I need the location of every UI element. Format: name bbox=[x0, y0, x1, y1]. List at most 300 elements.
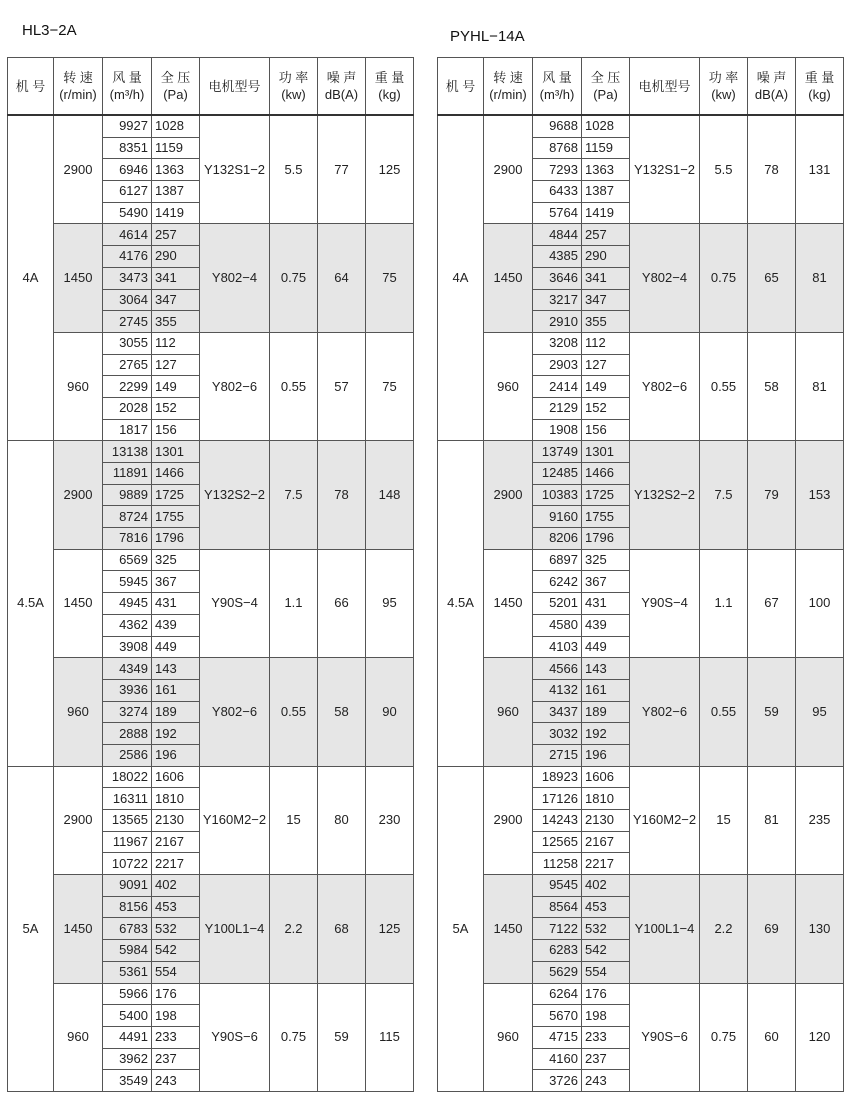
speed-cell: 960 bbox=[484, 983, 533, 1091]
pressure-cell: 1796 bbox=[582, 528, 630, 550]
pressure-cell: 431 bbox=[152, 593, 200, 615]
header-flow bbox=[103, 58, 152, 116]
flow-cell: 2745 bbox=[103, 311, 152, 333]
header-weight-line: 重 量 bbox=[374, 70, 405, 85]
pressure-cell: 1606 bbox=[152, 766, 200, 788]
header-power-line: (kw) bbox=[711, 87, 736, 102]
flow-cell: 3208 bbox=[533, 332, 582, 354]
pressure-cell: 1363 bbox=[152, 159, 200, 181]
pressure-cell: 402 bbox=[582, 875, 630, 897]
flow-cell: 2715 bbox=[533, 744, 582, 766]
noise-cell: 81 bbox=[748, 766, 796, 874]
flow-cell: 18022 bbox=[103, 766, 152, 788]
speed-cell: 2900 bbox=[484, 766, 533, 874]
pressure-cell: 1363 bbox=[582, 159, 630, 181]
weight-cell: 148 bbox=[366, 441, 414, 549]
flow-cell: 7122 bbox=[533, 918, 582, 940]
flow-cell: 17126 bbox=[533, 788, 582, 810]
weight-cell: 95 bbox=[796, 658, 844, 766]
flow-cell: 2129 bbox=[533, 397, 582, 419]
pressure-cell: 2130 bbox=[152, 810, 200, 832]
flow-cell: 5945 bbox=[103, 571, 152, 593]
flow-cell: 6946 bbox=[103, 159, 152, 181]
machine-no-cell: 4.5A bbox=[8, 441, 54, 766]
speed-cell: 960 bbox=[484, 332, 533, 440]
flow-cell: 4580 bbox=[533, 614, 582, 636]
pressure-cell: 554 bbox=[152, 961, 200, 983]
motor-model-cell: Y802−6 bbox=[630, 658, 700, 766]
power-cell: 2.2 bbox=[700, 875, 748, 983]
pressure-cell: 1796 bbox=[152, 528, 200, 550]
pressure-cell: 1028 bbox=[152, 115, 200, 137]
flow-cell: 2586 bbox=[103, 744, 152, 766]
pressure-cell: 347 bbox=[152, 289, 200, 311]
motor-model-cell: Y160M2−2 bbox=[630, 766, 700, 874]
power-cell: 7.5 bbox=[700, 441, 748, 549]
motor-model-cell: Y90S−6 bbox=[200, 983, 270, 1091]
speed-cell: 960 bbox=[54, 983, 103, 1091]
flow-cell: 7816 bbox=[103, 528, 152, 550]
header-row bbox=[8, 58, 414, 116]
pressure-cell: 402 bbox=[152, 875, 200, 897]
motor-model-cell: Y802−6 bbox=[200, 332, 270, 440]
pressure-cell: 1466 bbox=[582, 463, 630, 485]
flow-cell: 6127 bbox=[103, 181, 152, 203]
pressure-cell: 453 bbox=[152, 896, 200, 918]
speed-cell: 1450 bbox=[484, 549, 533, 657]
weight-cell: 90 bbox=[366, 658, 414, 766]
noise-cell: 66 bbox=[318, 549, 366, 657]
weight-cell: 125 bbox=[366, 875, 414, 983]
flow-cell: 6283 bbox=[533, 940, 582, 962]
pressure-cell: 325 bbox=[152, 549, 200, 571]
flow-cell: 8156 bbox=[103, 896, 152, 918]
header-machine-no-line: 机 号 bbox=[445, 78, 476, 94]
header-noise-line: dB(A) bbox=[754, 87, 789, 102]
header-flow-line: 风 量 bbox=[112, 70, 142, 85]
flow-cell: 6897 bbox=[533, 549, 582, 571]
flow-cell: 11258 bbox=[533, 853, 582, 875]
pressure-cell: 1159 bbox=[582, 137, 630, 159]
flow-cell: 9160 bbox=[533, 506, 582, 528]
noise-cell: 58 bbox=[748, 332, 796, 440]
model-title-hl3-2a: HL3−2A bbox=[22, 22, 77, 39]
motor-model-cell: Y90S−6 bbox=[630, 983, 700, 1091]
flow-cell: 2414 bbox=[533, 376, 582, 398]
speed-cell: 960 bbox=[54, 658, 103, 766]
motor-model-cell: Y90S−4 bbox=[200, 549, 270, 657]
flow-cell: 8564 bbox=[533, 896, 582, 918]
header-flow-line: 风 量 bbox=[542, 70, 572, 85]
flow-cell: 2299 bbox=[103, 376, 152, 398]
pressure-cell: 2217 bbox=[152, 853, 200, 875]
header-flow-line: (m³/h) bbox=[109, 87, 145, 102]
pressure-cell: 290 bbox=[152, 246, 200, 268]
flow-cell: 13138 bbox=[103, 441, 152, 463]
flow-cell: 9927 bbox=[103, 115, 152, 137]
flow-cell: 11967 bbox=[103, 831, 152, 853]
flow-cell: 5670 bbox=[533, 1005, 582, 1027]
flow-cell: 4566 bbox=[533, 658, 582, 680]
header-power-line: (kw) bbox=[281, 87, 306, 102]
speed-cell: 960 bbox=[54, 332, 103, 440]
pressure-cell: 1301 bbox=[152, 441, 200, 463]
flow-cell: 4715 bbox=[533, 1026, 582, 1048]
flow-cell: 9091 bbox=[103, 875, 152, 897]
motor-model-cell: Y100L1−4 bbox=[200, 875, 270, 983]
noise-cell: 59 bbox=[748, 658, 796, 766]
pressure-cell: 127 bbox=[582, 354, 630, 376]
pressure-cell: 257 bbox=[152, 224, 200, 246]
pressure-cell: 1028 bbox=[582, 115, 630, 137]
flow-cell: 10722 bbox=[103, 853, 152, 875]
weight-cell: 153 bbox=[796, 441, 844, 549]
power-cell: 15 bbox=[700, 766, 748, 874]
header-motor-model-line: 电机型号 bbox=[208, 78, 261, 94]
pressure-cell: 1159 bbox=[152, 137, 200, 159]
power-cell: 0.55 bbox=[270, 658, 318, 766]
power-cell: 1.1 bbox=[270, 549, 318, 657]
pressure-cell: 156 bbox=[582, 419, 630, 441]
pressure-cell: 367 bbox=[582, 571, 630, 593]
pressure-cell: 355 bbox=[152, 311, 200, 333]
weight-cell: 75 bbox=[366, 332, 414, 440]
flow-cell: 4385 bbox=[533, 246, 582, 268]
flow-cell: 8351 bbox=[103, 137, 152, 159]
pressure-cell: 542 bbox=[582, 940, 630, 962]
weight-cell: 131 bbox=[796, 115, 844, 224]
weight-cell: 81 bbox=[796, 332, 844, 440]
flow-cell: 3274 bbox=[103, 701, 152, 723]
pressure-cell: 532 bbox=[152, 918, 200, 940]
pressure-cell: 449 bbox=[582, 636, 630, 658]
flow-cell: 12485 bbox=[533, 463, 582, 485]
pressure-cell: 449 bbox=[152, 636, 200, 658]
table-row bbox=[438, 983, 844, 1005]
noise-cell: 78 bbox=[748, 115, 796, 224]
power-cell: 5.5 bbox=[270, 115, 318, 224]
pressure-cell: 1419 bbox=[152, 202, 200, 224]
flow-cell: 4614 bbox=[103, 224, 152, 246]
pressure-cell: 176 bbox=[582, 983, 630, 1005]
pressure-cell: 1387 bbox=[582, 181, 630, 203]
noise-cell: 77 bbox=[318, 115, 366, 224]
table-row bbox=[438, 766, 844, 788]
pressure-cell: 1810 bbox=[582, 788, 630, 810]
spec-table-pyhl-14a bbox=[437, 57, 844, 1092]
pressure-cell: 152 bbox=[582, 397, 630, 419]
table-row bbox=[8, 224, 414, 246]
pressure-cell: 439 bbox=[582, 614, 630, 636]
pressure-cell: 149 bbox=[152, 376, 200, 398]
flow-cell: 3437 bbox=[533, 701, 582, 723]
motor-model-cell: Y132S2−2 bbox=[630, 441, 700, 549]
header-motor-model bbox=[630, 58, 700, 116]
flow-cell: 2910 bbox=[533, 311, 582, 333]
header-pressure-line: 全 压 bbox=[160, 70, 191, 85]
flow-cell: 6264 bbox=[533, 983, 582, 1005]
header-speed bbox=[484, 58, 533, 116]
pressure-cell: 290 bbox=[582, 246, 630, 268]
power-cell: 0.55 bbox=[270, 332, 318, 440]
speed-cell: 1450 bbox=[54, 549, 103, 657]
spec-table-hl3-2a bbox=[7, 57, 414, 1092]
power-cell: 1.1 bbox=[700, 549, 748, 657]
power-cell: 0.75 bbox=[700, 983, 748, 1091]
pressure-cell: 341 bbox=[582, 267, 630, 289]
pressure-cell: 1387 bbox=[152, 181, 200, 203]
pressure-cell: 1725 bbox=[152, 484, 200, 506]
header-noise-line: dB(A) bbox=[324, 87, 359, 102]
pressure-cell: 2217 bbox=[582, 853, 630, 875]
flow-cell: 14243 bbox=[533, 810, 582, 832]
header-weight bbox=[796, 58, 844, 116]
pressure-cell: 1466 bbox=[152, 463, 200, 485]
header-weight bbox=[366, 58, 414, 116]
flow-cell: 5966 bbox=[103, 983, 152, 1005]
table-row bbox=[438, 875, 844, 897]
pressure-cell: 237 bbox=[582, 1048, 630, 1070]
flow-cell: 2765 bbox=[103, 354, 152, 376]
table-row bbox=[8, 766, 414, 788]
pressure-cell: 149 bbox=[582, 376, 630, 398]
flow-cell: 12565 bbox=[533, 831, 582, 853]
flow-cell: 9889 bbox=[103, 484, 152, 506]
machine-no-cell: 5A bbox=[438, 766, 484, 1091]
pressure-cell: 554 bbox=[582, 961, 630, 983]
pressure-cell: 243 bbox=[152, 1070, 200, 1092]
machine-no-cell: 4.5A bbox=[438, 441, 484, 766]
pressure-cell: 243 bbox=[582, 1070, 630, 1092]
pressure-cell: 112 bbox=[152, 332, 200, 354]
flow-cell: 4160 bbox=[533, 1048, 582, 1070]
pressure-cell: 176 bbox=[152, 983, 200, 1005]
speed-cell: 2900 bbox=[484, 115, 533, 224]
flow-cell: 4945 bbox=[103, 593, 152, 615]
table-row bbox=[438, 224, 844, 246]
header-flow-line: (m³/h) bbox=[539, 87, 575, 102]
flow-cell: 6783 bbox=[103, 918, 152, 940]
pressure-cell: 1755 bbox=[152, 506, 200, 528]
header-weight-line: (kg) bbox=[378, 87, 401, 102]
flow-cell: 3064 bbox=[103, 289, 152, 311]
flow-cell: 5400 bbox=[103, 1005, 152, 1027]
noise-cell: 65 bbox=[748, 224, 796, 332]
power-cell: 15 bbox=[270, 766, 318, 874]
flow-cell: 8768 bbox=[533, 137, 582, 159]
flow-cell: 3032 bbox=[533, 723, 582, 745]
flow-cell: 13565 bbox=[103, 810, 152, 832]
motor-model-cell: Y802−6 bbox=[630, 332, 700, 440]
pressure-cell: 192 bbox=[582, 723, 630, 745]
pressure-cell: 189 bbox=[582, 701, 630, 723]
flow-cell: 3646 bbox=[533, 267, 582, 289]
noise-cell: 78 bbox=[318, 441, 366, 549]
flow-cell: 2888 bbox=[103, 723, 152, 745]
table-row bbox=[438, 441, 844, 463]
header-noise-line: 噪 声 bbox=[326, 70, 357, 85]
weight-cell: 95 bbox=[366, 549, 414, 657]
speed-cell: 1450 bbox=[484, 224, 533, 332]
header-power-line: 功 率 bbox=[278, 70, 309, 85]
motor-model-cell: Y132S1−2 bbox=[200, 115, 270, 224]
model-title-pyhl-14a: PYHL−14A bbox=[450, 28, 525, 45]
header-machine-no bbox=[438, 58, 484, 116]
noise-cell: 68 bbox=[318, 875, 366, 983]
pressure-cell: 1755 bbox=[582, 506, 630, 528]
machine-no-cell: 5A bbox=[8, 766, 54, 1091]
pressure-cell: 192 bbox=[152, 723, 200, 745]
power-cell: 0.75 bbox=[270, 983, 318, 1091]
table-row bbox=[8, 875, 414, 897]
header-weight-line: (kg) bbox=[808, 87, 831, 102]
table-row bbox=[438, 549, 844, 571]
flow-cell: 6242 bbox=[533, 571, 582, 593]
table-row bbox=[438, 658, 844, 680]
pressure-cell: 198 bbox=[152, 1005, 200, 1027]
pressure-cell: 325 bbox=[582, 549, 630, 571]
speed-cell: 1450 bbox=[54, 875, 103, 983]
flow-cell: 5764 bbox=[533, 202, 582, 224]
speed-cell: 2900 bbox=[54, 441, 103, 549]
weight-cell: 75 bbox=[366, 224, 414, 332]
weight-cell: 235 bbox=[796, 766, 844, 874]
flow-cell: 2903 bbox=[533, 354, 582, 376]
pressure-cell: 431 bbox=[582, 593, 630, 615]
noise-cell: 60 bbox=[748, 983, 796, 1091]
noise-cell: 64 bbox=[318, 224, 366, 332]
noise-cell: 79 bbox=[748, 441, 796, 549]
pressure-cell: 233 bbox=[582, 1026, 630, 1048]
pressure-cell: 112 bbox=[582, 332, 630, 354]
speed-cell: 960 bbox=[484, 658, 533, 766]
flow-cell: 5490 bbox=[103, 202, 152, 224]
pressure-cell: 453 bbox=[582, 896, 630, 918]
flow-cell: 6569 bbox=[103, 549, 152, 571]
power-cell: 0.55 bbox=[700, 658, 748, 766]
pressure-cell: 152 bbox=[152, 397, 200, 419]
flow-cell: 10383 bbox=[533, 484, 582, 506]
power-cell: 0.75 bbox=[700, 224, 748, 332]
header-motor-model-line: 电机型号 bbox=[638, 78, 691, 94]
header-speed-line: (r/min) bbox=[489, 87, 527, 102]
flow-cell: 2028 bbox=[103, 397, 152, 419]
pressure-cell: 347 bbox=[582, 289, 630, 311]
noise-cell: 67 bbox=[748, 549, 796, 657]
pressure-cell: 341 bbox=[152, 267, 200, 289]
pressure-cell: 532 bbox=[582, 918, 630, 940]
pressure-cell: 143 bbox=[582, 658, 630, 680]
pressure-cell: 1810 bbox=[152, 788, 200, 810]
flow-cell: 11891 bbox=[103, 463, 152, 485]
pressure-cell: 1419 bbox=[582, 202, 630, 224]
power-cell: 5.5 bbox=[700, 115, 748, 224]
header-noise bbox=[318, 58, 366, 116]
flow-cell: 3908 bbox=[103, 636, 152, 658]
flow-cell: 6433 bbox=[533, 181, 582, 203]
pressure-cell: 1725 bbox=[582, 484, 630, 506]
flow-cell: 3217 bbox=[533, 289, 582, 311]
motor-model-cell: Y802−6 bbox=[200, 658, 270, 766]
flow-cell: 1817 bbox=[103, 419, 152, 441]
flow-cell: 13749 bbox=[533, 441, 582, 463]
pressure-cell: 439 bbox=[152, 614, 200, 636]
header-speed-line: 转 速 bbox=[493, 70, 523, 85]
header-speed-line: (r/min) bbox=[59, 87, 97, 102]
power-cell: 2.2 bbox=[270, 875, 318, 983]
motor-model-cell: Y802−4 bbox=[630, 224, 700, 332]
flow-cell: 3473 bbox=[103, 267, 152, 289]
speed-cell: 2900 bbox=[54, 766, 103, 874]
weight-cell: 100 bbox=[796, 549, 844, 657]
header-machine-no-line: 机 号 bbox=[15, 78, 46, 94]
machine-no-cell: 4A bbox=[8, 115, 54, 441]
table-row bbox=[438, 115, 844, 137]
flow-cell: 7293 bbox=[533, 159, 582, 181]
weight-cell: 130 bbox=[796, 875, 844, 983]
flow-cell: 4362 bbox=[103, 614, 152, 636]
weight-cell: 125 bbox=[366, 115, 414, 224]
flow-cell: 9545 bbox=[533, 875, 582, 897]
flow-cell: 8206 bbox=[533, 528, 582, 550]
pressure-cell: 196 bbox=[152, 744, 200, 766]
power-cell: 0.75 bbox=[270, 224, 318, 332]
flow-cell: 16311 bbox=[103, 788, 152, 810]
header-flow bbox=[533, 58, 582, 116]
header-pressure-line: 全 压 bbox=[590, 70, 621, 85]
header-pressure bbox=[582, 58, 630, 116]
weight-cell: 115 bbox=[366, 983, 414, 1091]
motor-model-cell: Y100L1−4 bbox=[630, 875, 700, 983]
noise-cell: 69 bbox=[748, 875, 796, 983]
flow-cell: 4349 bbox=[103, 658, 152, 680]
pressure-cell: 143 bbox=[152, 658, 200, 680]
flow-cell: 5984 bbox=[103, 940, 152, 962]
header-power bbox=[270, 58, 318, 116]
weight-cell: 120 bbox=[796, 983, 844, 1091]
motor-model-cell: Y132S1−2 bbox=[630, 115, 700, 224]
header-noise-line: 噪 声 bbox=[756, 70, 787, 85]
header-motor-model bbox=[200, 58, 270, 116]
pressure-cell: 2167 bbox=[582, 831, 630, 853]
flow-cell: 5201 bbox=[533, 593, 582, 615]
pressure-cell: 161 bbox=[582, 679, 630, 701]
header-machine-no bbox=[8, 58, 54, 116]
speed-cell: 1450 bbox=[54, 224, 103, 332]
header-speed-line: 转 速 bbox=[63, 70, 93, 85]
pressure-cell: 542 bbox=[152, 940, 200, 962]
motor-model-cell: Y802−4 bbox=[200, 224, 270, 332]
pressure-cell: 198 bbox=[582, 1005, 630, 1027]
flow-cell: 4844 bbox=[533, 224, 582, 246]
flow-cell: 3936 bbox=[103, 679, 152, 701]
noise-cell: 57 bbox=[318, 332, 366, 440]
weight-cell: 230 bbox=[366, 766, 414, 874]
weight-cell: 81 bbox=[796, 224, 844, 332]
table-row bbox=[8, 983, 414, 1005]
flow-cell: 18923 bbox=[533, 766, 582, 788]
pressure-cell: 127 bbox=[152, 354, 200, 376]
flow-cell: 4103 bbox=[533, 636, 582, 658]
noise-cell: 58 bbox=[318, 658, 366, 766]
pressure-cell: 1606 bbox=[582, 766, 630, 788]
pressure-cell: 196 bbox=[582, 744, 630, 766]
pressure-cell: 367 bbox=[152, 571, 200, 593]
flow-cell: 4176 bbox=[103, 246, 152, 268]
pressure-cell: 233 bbox=[152, 1026, 200, 1048]
speed-cell: 1450 bbox=[484, 875, 533, 983]
header-noise bbox=[748, 58, 796, 116]
